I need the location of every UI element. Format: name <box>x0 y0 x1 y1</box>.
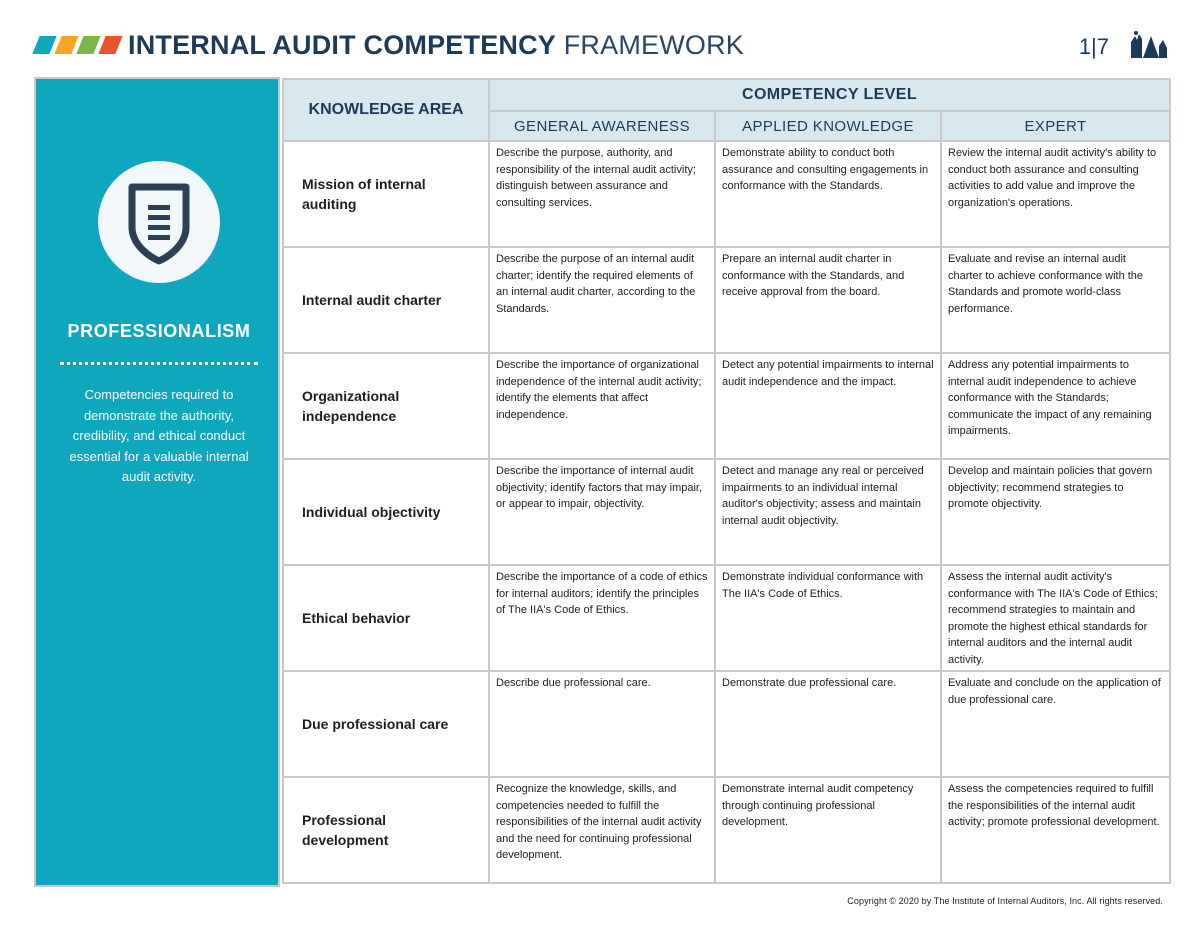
general-awareness-cell: Describe the importance of organizational independence of the internal audit activity; identify the elements that affect independence. <box>489 353 715 459</box>
competency-table <box>282 78 1171 884</box>
expert-cell: Develop and maintain policies that govern objectivity; recommend strategies to promote objectivity. <box>941 459 1170 565</box>
brand-stripes <box>34 36 124 54</box>
level-expert-header: EXPERT <box>941 111 1170 141</box>
knowledge-area-cell: Ethical behavior <box>283 565 489 671</box>
knowledge-area-cell: Individual objectivity <box>283 459 489 565</box>
category-description: Competencies required to demonstrate the authority, credibility, and ethical conduct essential for a valuable internal audit activity. <box>69 387 249 484</box>
knowledge-area-cell: Mission of internal auditing <box>283 141 489 247</box>
general-awareness-cell: Describe the importance of internal audit objectivity; identify factors that may impair, or appear to impair, objectivity. <box>489 459 715 565</box>
expert-cell: Assess the internal audit activity's conformance with The IIA's Code of Ethics; recommend strategies to maintain and promote the highest ethical standards for internal auditors and the internal audit activity. <box>941 565 1170 671</box>
category-badge <box>98 161 220 283</box>
category-panel <box>34 77 280 887</box>
general-awareness-cell: Describe due professional care. <box>489 671 715 777</box>
expert-cell: Evaluate and conclude on the application of due professional care. <box>941 671 1170 777</box>
shield-document-icon <box>122 179 196 265</box>
applied-knowledge-cell: Prepare an internal audit charter in conformance with the Standards, and receive approval from the board. <box>715 247 941 353</box>
general-awareness-cell: Describe the purpose, authority, and responsibility of the internal audit activity; distinguish between assurance and consulting services. <box>489 141 715 247</box>
table-row <box>283 671 1170 777</box>
table-row <box>283 777 1170 883</box>
level-general-awareness-header: GENERAL AWARENESS <box>489 111 715 141</box>
knowledge-area-cell: Internal audit charter <box>283 247 489 353</box>
page-header <box>34 28 1169 62</box>
copyright-footer: Copyright © 2020 by The Institute of Internal Auditors, Inc. All rights reserved. <box>847 896 1163 906</box>
general-awareness-cell: Describe the purpose of an internal audit charter; identify the required elements of an internal audit charter, according to the Standards. <box>489 247 715 353</box>
knowledge-area-header: KNOWLEDGE AREA <box>283 79 489 141</box>
knowledge-area-cell: Organizational independence <box>283 353 489 459</box>
table-row <box>283 141 1170 247</box>
applied-knowledge-cell: Demonstrate internal audit competency through continuing professional development. <box>715 777 941 883</box>
applied-knowledge-cell: Detect any potential impairments to internal audit independence and the impact. <box>715 353 941 459</box>
page-number: 1|7 <box>1078 34 1109 59</box>
brand-stripe <box>54 36 78 54</box>
knowledge-area-cell: Professional development <box>283 777 489 883</box>
applied-knowledge-cell: Demonstrate individual conformance with The IIA's Code of Ethics. <box>715 565 941 671</box>
applied-knowledge-cell: Detect and manage any real or perceived impairments to an individual internal auditor's objectivity; assess and maintain internal audit objectivity. <box>715 459 941 565</box>
expert-cell: Review the internal audit activity's ability to conduct both assurance and consulting activities to add value and improve the organization's operations. <box>941 141 1170 247</box>
table-row <box>283 247 1170 353</box>
general-awareness-cell: Describe the importance of a code of ethics for internal auditors; identify the principles of The IIA's Code of Ethics. <box>489 565 715 671</box>
page-title <box>128 30 744 61</box>
general-awareness-cell: Recognize the knowledge, skills, and competencies needed to fulfill the responsibilities of the internal audit activity and the need for continuing professional development. <box>489 777 715 883</box>
brand-stripe <box>32 36 56 54</box>
expert-cell: Assess the competencies required to fulfill the responsibilities of the internal audit activity; promote professional development. <box>941 777 1170 883</box>
applied-knowledge-cell: Demonstrate due professional care. <box>715 671 941 777</box>
level-applied-knowledge-header: APPLIED KNOWLEDGE <box>715 111 941 141</box>
title-light: FRAMEWORK <box>556 30 745 60</box>
expert-cell: Address any potential impairments to internal audit independence to achieve conformance with the Standards; communicate the impact of any remaining impairments. <box>941 353 1170 459</box>
iia-logo-icon <box>1129 28 1169 60</box>
competency-level-header: COMPETENCY LEVEL <box>489 79 1170 111</box>
brand-stripe <box>98 36 122 54</box>
table-row <box>283 353 1170 459</box>
knowledge-area-cell: Due professional care <box>283 671 489 777</box>
expert-cell: Evaluate and revise an internal audit charter to achieve conformance with the Standards and promote world-class performance. <box>941 247 1170 353</box>
title-bold: INTERNAL AUDIT COMPETENCY <box>128 30 557 60</box>
table-header-row <box>283 79 1170 111</box>
brand-stripe <box>76 36 100 54</box>
dotted-divider <box>60 362 258 365</box>
table-row <box>283 459 1170 565</box>
category-heading: PROFESSIONALISM <box>67 321 251 341</box>
table-row <box>283 565 1170 671</box>
applied-knowledge-cell: Demonstrate ability to conduct both assurance and consulting engagements in conformance with the Standards. <box>715 141 941 247</box>
